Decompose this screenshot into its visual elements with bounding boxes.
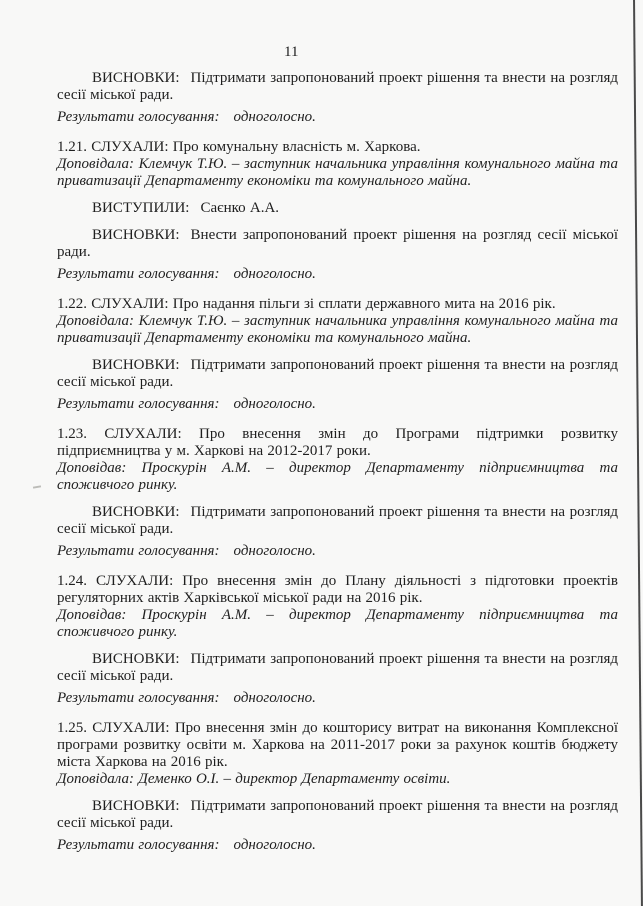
agenda-item-speaker: Доповідала: Деменко О.І. – директор Департаменту освіти. <box>57 771 451 787</box>
conclusions-label: ВИСНОВКИ: <box>92 70 180 86</box>
voting-results-label: Результати голосування: <box>57 396 220 412</box>
conclusions-text: Підтримати запропонований проект рішення та внести на розгляд сесії міської ради. <box>57 651 618 684</box>
conclusions-label: ВИСНОВКИ: <box>92 357 180 373</box>
speakers-paragraph <box>57 200 618 217</box>
voting-results-value: одноголосно. <box>233 396 316 412</box>
voting-results-label: Результати голосування: <box>57 690 220 706</box>
conclusions-paragraph <box>57 357 618 391</box>
conclusions-label: ВИСНОВКИ: <box>92 504 180 520</box>
conclusions-label: ВИСНОВКИ: <box>92 227 180 243</box>
conclusions-text: Підтримати запропонований проект рішення та внести на розгляд сесії міської ради. <box>57 504 618 537</box>
voting-results-label: Результати голосування: <box>57 266 220 282</box>
scan-edge-line <box>633 0 643 906</box>
voting-results-value: одноголосно. <box>233 837 316 853</box>
scan-speck <box>33 485 41 488</box>
page-number: 11 <box>284 44 299 60</box>
conclusions-label: ВИСНОВКИ: <box>92 798 180 814</box>
agenda-item-speaker: Доповідав: Проскурін А.М. – директор Департаменту підприємництва та споживчого ринку. <box>57 607 618 640</box>
voting-results-line <box>57 837 618 854</box>
conclusions-text: Підтримати запропонований проект рішення та внести на розгляд сесії міської ради. <box>57 798 618 831</box>
conclusions-paragraph <box>57 798 618 832</box>
agenda-item-1-21 <box>57 139 618 283</box>
agenda-item-1-23 <box>57 426 618 560</box>
agenda-item-heading: 1.24. СЛУХАЛИ: Про внесення змін до Плану діяльності з підготовки проектів регуляторних актів Харківської міської ради на 2016 рік. <box>57 573 618 606</box>
voting-results-line <box>57 543 618 560</box>
voting-results-value: одноголосно. <box>233 109 316 125</box>
page-content <box>57 60 618 854</box>
voting-results-value: одноголосно. <box>233 266 316 282</box>
agenda-item-1-25 <box>57 720 618 854</box>
voting-results-line <box>57 396 618 413</box>
conclusions-text: Підтримати запропонований проект рішення та внести на розгляд сесії міської ради. <box>57 70 618 103</box>
voting-results-line <box>57 109 618 126</box>
agenda-item-heading: 1.25. СЛУХАЛИ: Про внесення змін до кошторису витрат на виконання Комплексної програми розвитку освіти м. Харкова на 2011-2017 роки за рахунок коштів бюджету міста Харкова на 2016 рік. <box>57 720 618 770</box>
voting-results-value: одноголосно. <box>233 543 316 559</box>
voting-results-line <box>57 690 618 707</box>
conclusions-paragraph <box>57 70 618 104</box>
agenda-item-heading: 1.22. СЛУХАЛИ: Про надання пільги зі сплати державного мита на 2016 рік. <box>57 296 556 312</box>
agenda-item-speaker: Доповідала: Клемчук Т.Ю. – заступник начальника управління комунального майна та приватизації Департаменту економіки та комунального майна. <box>57 313 618 346</box>
speakers-text: Саєнко А.А. <box>200 200 280 216</box>
agenda-item-1-22 <box>57 296 618 413</box>
conclusions-label: ВИСНОВКИ: <box>92 651 180 667</box>
conclusions-paragraph <box>57 651 618 685</box>
voting-results-label: Результати голосування: <box>57 109 220 125</box>
agenda-item-1-24 <box>57 573 618 707</box>
voting-results-value: одноголосно. <box>233 690 316 706</box>
conclusions-text: Внести запропонований проект рішення на розгляд сесії міської ради. <box>57 227 618 260</box>
voting-results-label: Результати голосування: <box>57 837 220 853</box>
conclusions-paragraph <box>57 504 618 538</box>
agenda-item-heading: 1.23. СЛУХАЛИ: Про внесення змін до Програми підтримки розвитку підприємництва у м. Харкові на 2012-2017 роки. <box>57 426 618 459</box>
voting-results-label: Результати голосування: <box>57 543 220 559</box>
speakers-label: ВИСТУПИЛИ: <box>92 200 190 216</box>
conclusions-paragraph <box>57 227 618 261</box>
voting-results-line <box>57 266 618 283</box>
agenda-item-heading: 1.21. СЛУХАЛИ: Про комунальну власність м. Харкова. <box>57 139 421 155</box>
agenda-item-speaker: Доповідав: Проскурін А.М. – директор Департаменту підприємництва та споживчого ринку. <box>57 460 618 493</box>
conclusions-text: Підтримати запропонований проект рішення та внести на розгляд сесії міської ради. <box>57 357 618 390</box>
agenda-item-speaker: Доповідала: Клемчук Т.Ю. – заступник начальника управління комунального майна та приватизації Департаменту економіки та комунального майна. <box>57 156 618 189</box>
